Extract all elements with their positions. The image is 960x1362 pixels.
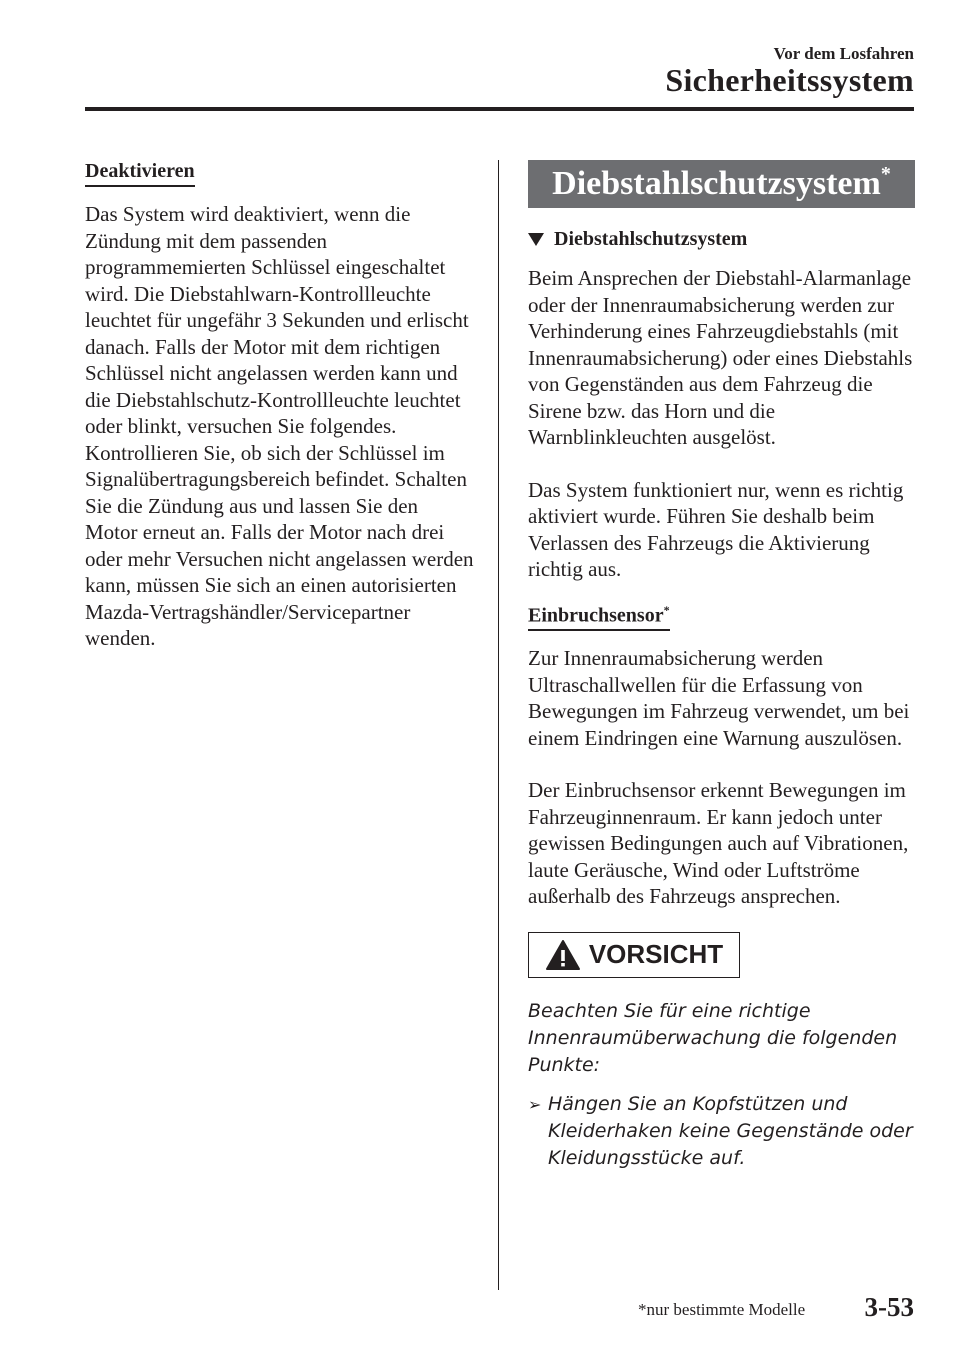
sensor-paragraph: Der Einbruchsensor erkennt Bewegungen im Fahrzeuginnenraum. Er kann jedoch unter gewissen Bedingungen auch auf Vibrationen, laute Geräusche, Wind oder Luftströme außerhalb des Fahrzeugs ansprechen. (528, 778, 909, 909)
column-divider (498, 160, 499, 1290)
caution-label: VORSICHT (588, 939, 724, 970)
triangle-down-icon (528, 233, 544, 246)
caution-box (528, 932, 740, 978)
deaktivieren-heading: Deaktivieren (85, 160, 195, 187)
page-title: Sicherheitssystem (665, 62, 914, 98)
topic-heading (528, 228, 918, 251)
header-divider (85, 107, 914, 111)
footnote: *nur bestimmte Modelle (638, 1300, 806, 1319)
einbruchsensor-title: Einbruchsensor (528, 604, 664, 627)
section-marker: * (880, 163, 891, 185)
alarm-paragraph: Beim Ansprechen der Diebstahl-Alarmanlage oder der Innenraumabsicherung werden zur Verhinderung eines Fahrzeugdiebstahls (mit Innenraumabsicherung) oder eines Diebstahls von Gegenständen aus dem Fahrzeug die Sirene bzw. das Horn und die Warnblinkleuchten ausgelöst. (528, 266, 913, 449)
einbruchsensor-marker: * (663, 602, 670, 617)
topic-title: Diebstahlschutzsystem (554, 228, 748, 250)
section-banner (528, 160, 915, 208)
deaktivieren-paragraph: Das System wird deaktiviert, wenn die Zündung mit dem passenden programmemierten Schlüssel eingeschaltet wird. Die Diebstahlwarn-Kontrollleuchte leuchtet für ungefähr 3 Sekunden und erlischt danach. Falls der Motor mit dem richtigen Schlüssel nicht angelassen werden kann und die Diebstahlschutz-Kontrollleuchte leuchtet oder blinkt, versuchen Sie folgendes. Kontrollieren Sie, ob sich der Schlüssel im Signalübertragungsbereich befindet. Schalten Sie die Zündung aus und lassen Sie den Motor erneut an. Falls der Motor nach drei oder mehr Versuchen nicht angelassen werden kann, müssen Sie sich an einen autorisierten Mazda-Vertragshändler/Servicepartner wenden. (85, 202, 474, 650)
right-column (528, 160, 918, 1172)
chapter-label: Vor dem Losfahren (773, 44, 914, 63)
left-column (85, 160, 475, 652)
section-title: Diebstahlschutzsystem (552, 165, 881, 202)
ultrasonic-paragraph: Zur Innenraumabsicherung werden Ultraschallwellen für die Erfassung von Bewegungen im Fahrzeug verwendet, um bei einem Eindringen eine Warnung auszulösen. (528, 646, 910, 750)
page-number: 3-53 (864, 1292, 914, 1322)
arrow-bullet-icon: ➢ (528, 1094, 542, 1114)
caution-intro: Beachten Sie für eine richtige Innenraumüberwachung die folgenden Punkte: (528, 999, 898, 1076)
einbruchsensor-heading (528, 603, 670, 632)
activation-paragraph: Das System funktioniert nur, wenn es richtig aktiviert wurde. Führen Sie deshalb beim Verlassen des Fahrzeugs die Aktivierung richtig aus. (528, 477, 904, 581)
caution-bullet-text: Hängen Sie an Kopfstützen und Kleiderhaken keine Gegenstände oder Kleidungsstücke auf. (548, 1092, 913, 1169)
caution-bullet (528, 1091, 918, 1172)
warning-triangle-icon (545, 939, 581, 971)
